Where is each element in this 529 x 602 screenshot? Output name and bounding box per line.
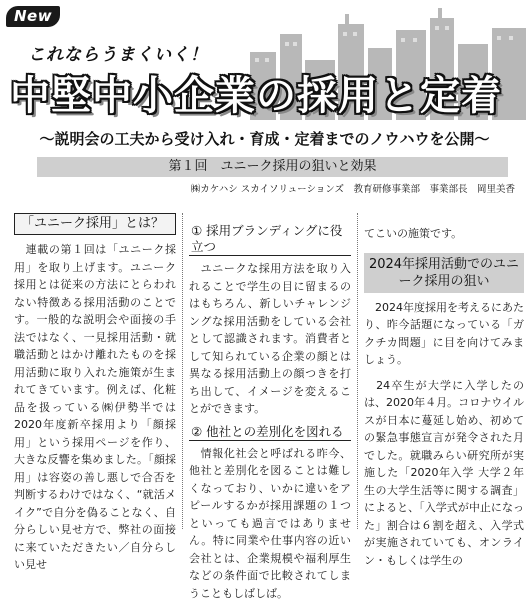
point-heading-1: ① 採用ブランディングに役立つ [189, 223, 351, 256]
article-column-1 [14, 213, 176, 529]
column-divider [182, 213, 183, 529]
point-heading-2: ② 他社との差別化を図れる [189, 424, 351, 441]
new-badge: New [6, 6, 60, 27]
installment-title: 第１回 ユニーク採用の狙いと効果 [37, 157, 508, 177]
installment-banner [37, 157, 508, 177]
column-divider [357, 213, 358, 529]
article-column-2 [189, 213, 351, 529]
article-column-3 [364, 213, 524, 529]
body-paragraph: 連載の第１回は「ユニーク採用」を取り上げます。ユニーク採用とは従来の方法にとらわれない特徴ある採用活動のことです。一般的な説明会や面接の手法ではなく、一見採用活動・就職活動とはかけ離れたものを採用活動に取り入れた施策が生まれてきています。例えば、化粧品を扱っている㈱伊勢半では2020年度新卒採用より「顔採用」という採用ページを作り、大きな反響を集めました。「顔採用」は容姿の善し悪しで合否を判断するわけではなく、“就活メイク”で自分を偽ることなく、自分らしい見せ方で、弊社の面接に来ていただきたい／自分らしい見せ [14, 241, 176, 574]
body-paragraph: てこいの施策です。 [364, 225, 524, 243]
series-subtitle: ～説明会の工夫から受け入れ・育成・定着までのノウハウを公開～ [0, 128, 529, 149]
body-paragraph: ユニークな採用方法を取り入れることで学生の目に留まるのはもちろん、新しいチャレンジングな採用活動をしている会社として認識されます。消費者として知られている企業の顔とは異なる採用活動上の顔つきを打ち出して、イメージを変えることができます。 [189, 260, 351, 418]
section-heading: 「ユニーク採用」とは？ [14, 213, 176, 235]
body-paragraph: 情報化社会と呼ばれる昨今、他社と差別化を図ることは難しくなっており、いかに違いをアピールするかが採用課題の１つといっても過言ではありません。特に同業や仕事内容の近い会社とは、企業規模や福利厚生などの条件面で比較されてしまうこともしばしば。 [189, 445, 351, 602]
tagline: これならうまくいく！ [28, 40, 208, 65]
body-paragraph: 24卒生が大学に入学したのは、2020年４月。コロナウイルスが日本に蔓延し始め、初めての緊急事態宣言が発令された月でした。就職みらい研究所が実施した「2020年入学 大学２年生の大学生活等に関する調査」によると、「入学式が中止になった」割合は６割を超え、入学式が実施されていても、オンライン・もしくは学生の [364, 377, 524, 570]
body-paragraph: 2024年度採用を考えるにあたり、昨今話題になっている「ガクチカ問題」に目を向けてみましょう。 [364, 299, 524, 369]
series-title: 中堅中小企業の採用と定着 [10, 68, 502, 124]
section-heading: 2024年採用活動でのユニーク採用の狙い [364, 253, 524, 293]
article-header [0, 0, 529, 155]
author-byline: ㈱カケハシ スカイソリューションズ 教育研修事業部 事業部長 岡里美香 [191, 181, 515, 195]
